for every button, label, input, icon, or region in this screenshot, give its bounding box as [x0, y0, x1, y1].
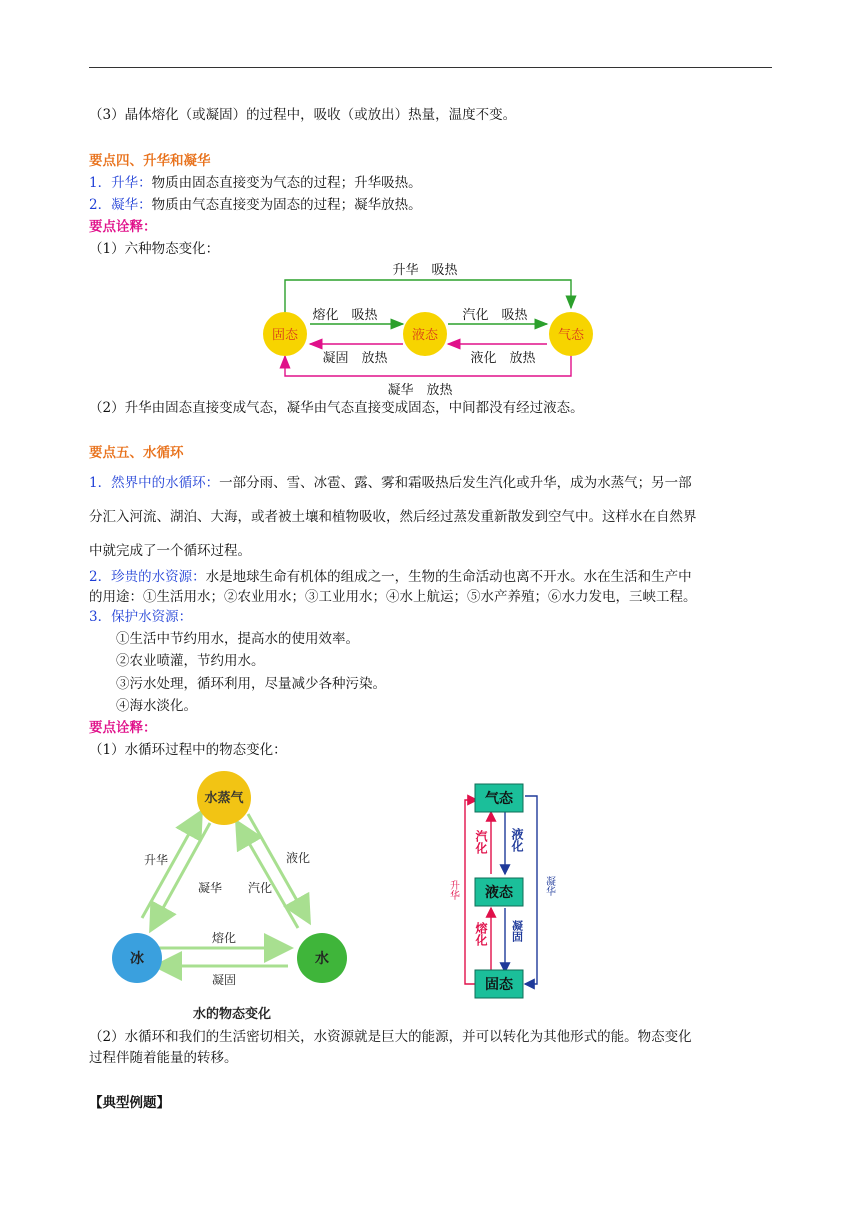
- section4-note2: （2）升华由固态直接变成气态，凝华由气态直接变成固态，中间都没有经过液态。: [89, 400, 584, 416]
- section5-title: 要点五、水循环: [89, 445, 184, 461]
- deposition-label: 凝华: [543, 876, 555, 896]
- section4-item1: [89, 174, 422, 192]
- protect-water-item2: ②农业喷灌，节约用水。: [116, 653, 265, 669]
- deposition-label: 凝华: [197, 881, 223, 895]
- sublimation-label: 升华: [447, 880, 459, 900]
- ice-label: 冰: [130, 951, 144, 967]
- deposition-arrow: [525, 796, 537, 984]
- water-cycle-text1: 一部分雨、雪、冰雹、露、雾和霜吸热后发生汽化或升华，成为水蒸气；另一部: [219, 475, 692, 491]
- section4-item2: [89, 196, 422, 214]
- freezing-label: 凝固 放热: [322, 351, 388, 366]
- liquefaction-arrow: [248, 814, 311, 920]
- vaporization-label: 汽化 吸热: [462, 308, 528, 323]
- gas-label: 气态: [557, 328, 585, 343]
- sublimation-definition: 物质由固态直接变为气态的过程；升华吸热。: [151, 175, 422, 191]
- water-state-box-diagram: [445, 780, 585, 1000]
- melting-label: 熔化: [211, 931, 237, 945]
- solid-label: 固态: [271, 328, 299, 343]
- six-state-change-diagram: [255, 258, 600, 398]
- deposition-label: 凝华 放热: [387, 383, 453, 398]
- protect-water-item1: ①生活中节约用水，提高水的使用效率。: [116, 631, 359, 647]
- example-header: 【典型例题】: [89, 1095, 170, 1111]
- water-resource-line1: [89, 568, 692, 586]
- water-cycle-term: 1．然界中的水循环：: [89, 475, 220, 491]
- section5-note1: （1）水循环过程中的物态变化：: [89, 742, 287, 758]
- deposition-arrow: [152, 823, 210, 928]
- water-resource-line2: 的用途：①生活用水；②农业用水；③工业用水；④水上航运；⑤水产养殖；⑥水力发电，三峡工程。: [89, 589, 697, 605]
- section5-note2-line1: （2）水循环和我们的生活密切相关，水资源就是巨大的能源，并可以转化为其他形式的能。物态变化: [89, 1029, 692, 1045]
- protect-water-item4: ④海水淡化。: [116, 698, 197, 714]
- solid-box-label: 固态: [485, 977, 513, 993]
- vapor-label: 水蒸气: [204, 791, 244, 806]
- freezing-label: 凝固: [510, 920, 524, 942]
- melting-label: 熔化: [474, 922, 488, 946]
- liquid-box-label: 液态: [485, 885, 513, 901]
- protect-water-title: 3．保护水资源：: [89, 609, 193, 625]
- deposition-definition: 物质由气态直接变为固态的过程；凝华放热。: [151, 197, 422, 213]
- sublimation-label: 升华: [143, 853, 168, 867]
- water-resource-text1: 水是地球生命有机体的组成之一，生物的生命活动也离不开水。水在生活和生产中: [205, 569, 692, 585]
- vaporization-label: 汽化: [474, 830, 488, 854]
- liquefaction-label: 液化 放热: [470, 351, 536, 366]
- protect-water-item3: ③污水处理，循环利用，尽量减少各种污染。: [116, 676, 386, 692]
- freezing-label: 凝固: [211, 973, 237, 987]
- liquefaction-label: 液化: [286, 851, 311, 865]
- liquid-label: 液态: [411, 328, 439, 343]
- water-label: 水: [315, 951, 329, 967]
- sublimation-label: 升华 吸热: [392, 263, 458, 278]
- water-state-triangle-diagram: [110, 768, 370, 1028]
- melting-label: 熔化 吸热: [312, 308, 378, 323]
- diagram-caption: 水的物态变化: [192, 1007, 272, 1022]
- section5-note2-line2: 过程伴随着能量的转移。: [89, 1050, 238, 1066]
- water-cycle-line2: 分汇入河流、湖泊、大海，或者被土壤和植物吸收，然后经过蒸发重新散发到空气中。这样水在自然界: [89, 509, 697, 525]
- header-rule: [89, 67, 772, 68]
- vaporization-label: 汽化: [247, 881, 273, 895]
- section4-notes-title: 要点诠释：: [89, 219, 157, 235]
- sublimation-term: 1．升华：: [89, 175, 152, 191]
- deposition-term: 2．凝华：: [89, 197, 152, 213]
- water-resource-term: 2．珍贵的水资源：: [89, 569, 206, 585]
- water-cycle-line1: [89, 474, 692, 492]
- vaporization-arrow: [238, 824, 298, 928]
- section5-notes-title: 要点诠释：: [89, 720, 157, 736]
- paragraph-crystal-melting: （3）晶体熔化（或凝固）的过程中，吸收（或放出）热量，温度不变。: [89, 107, 517, 123]
- liquefaction-label: 液化: [510, 828, 524, 852]
- gas-box-label: 气态: [485, 791, 513, 807]
- section4-note1: （1）六种物态变化：: [89, 241, 220, 257]
- section4-title: 要点四、升华和凝华: [89, 153, 211, 169]
- water-cycle-line3: 中就完成了一个循环过程。: [89, 543, 251, 559]
